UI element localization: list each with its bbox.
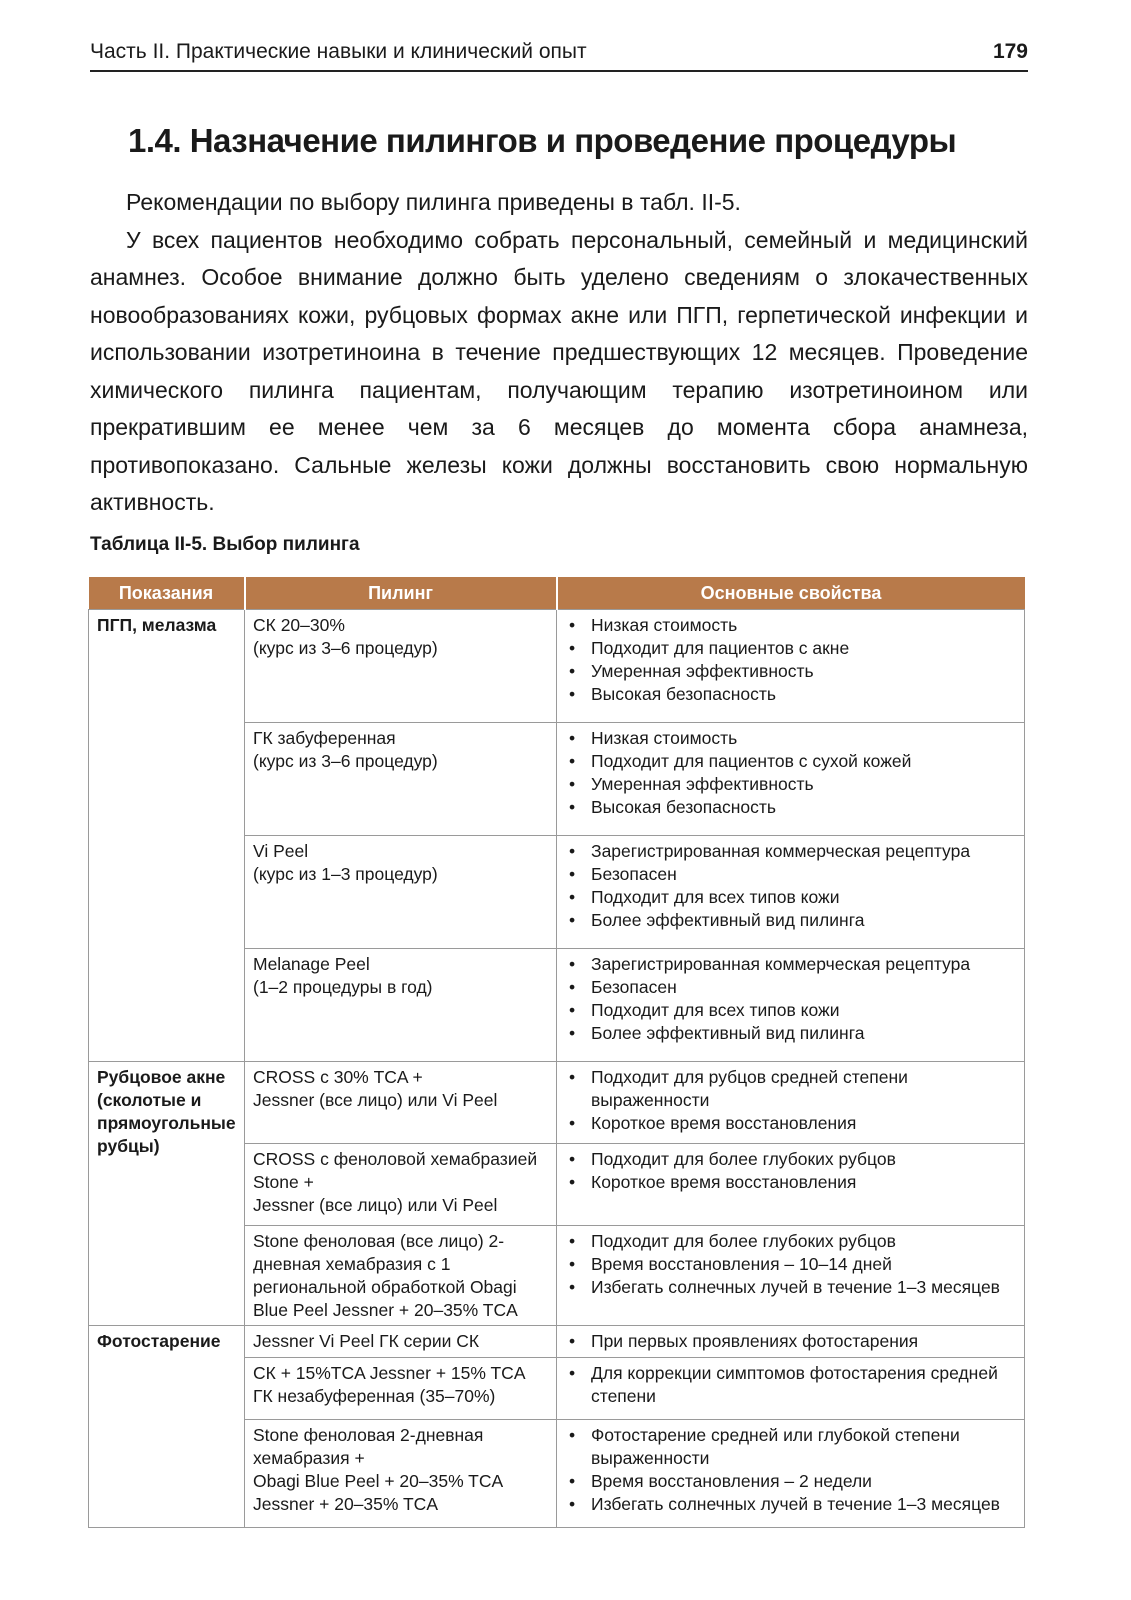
properties-cell: [557, 610, 1025, 723]
header-indications: Показания: [89, 577, 245, 610]
properties-list: [565, 1330, 1016, 1353]
property-item: • Фотостарение средней или глубокой степени выраженности: [591, 1424, 1016, 1470]
property-item: • Время восстановления – 10–14 дней: [591, 1253, 1016, 1276]
properties-list: [565, 1148, 1016, 1194]
peeling-cell: [245, 723, 557, 836]
section-title: 1.4. Назначение пилингов и проведение процедуры: [128, 122, 957, 159]
peeling-line: (курс из 3–6 процедур): [253, 638, 438, 658]
peeling-line: Jessner (все лицо) или Vi Peel: [253, 1195, 498, 1215]
property-item: • Подходит для всех типов кожи: [591, 886, 1016, 909]
properties-list: [565, 727, 1016, 819]
header-properties: Основные свойства: [557, 577, 1025, 610]
properties-cell: [557, 949, 1025, 1062]
property-item: • Подходит для всех типов кожи: [591, 999, 1016, 1022]
peeling-cell: [245, 610, 557, 723]
table-row: [89, 610, 1025, 723]
peeling-line: Obagi Blue Peel + 20–35% TCA: [253, 1471, 504, 1491]
table-row: [89, 1062, 1025, 1144]
peeling-cell: [245, 1420, 557, 1528]
peeling-line: Melanage Peel: [253, 954, 370, 974]
peeling-cell: [245, 1358, 557, 1420]
property-item: • Подходит для более глубоких рубцов: [591, 1148, 1016, 1171]
table-row: [89, 1326, 1025, 1358]
indication-cell: Рубцовое акне (сколотые и прямоугольные рубцы): [89, 1062, 245, 1326]
property-item: • Умеренная эффективность: [591, 773, 1016, 796]
running-title: Часть II. Практические навыки и клинический опыт: [90, 40, 587, 63]
peeling-line: Vi Peel: [253, 841, 309, 861]
peeling-line: СК 20–30%: [253, 615, 345, 635]
properties-cell: [557, 1358, 1025, 1420]
table-body: [89, 610, 1025, 1528]
properties-list: [565, 1230, 1016, 1299]
property-item: • Подходит для более глубоких рубцов: [591, 1230, 1016, 1253]
peeling-line: Stone феноловая 2-дневная хемабразия +: [253, 1425, 484, 1468]
property-item: • Подходит для пациентов с акне: [591, 637, 1016, 660]
property-item: • Для коррекции симптомов фотостарения средней степени: [591, 1362, 1016, 1408]
properties-list: [565, 1424, 1016, 1516]
peeling-cell: [245, 1144, 557, 1226]
peeling-cell: [245, 1062, 557, 1144]
table-caption-label: Таблица II-5.: [90, 534, 208, 555]
property-item: • Подходит для пациентов с сухой кожей: [591, 750, 1016, 773]
table-header-row: [89, 577, 1025, 610]
header-peeling: Пилинг: [245, 577, 557, 610]
peeling-cell: [245, 949, 557, 1062]
properties-cell: [557, 836, 1025, 949]
property-item: • Безопасен: [591, 976, 1016, 999]
peeling-line: (курс из 1–3 процедур): [253, 864, 438, 884]
indication-cell: ПГП, мелазма: [89, 610, 245, 1062]
properties-cell: [557, 1144, 1025, 1226]
properties-cell: [557, 723, 1025, 836]
properties-cell: [557, 1326, 1025, 1358]
properties-list: [565, 614, 1016, 706]
property-item: • Умеренная эффективность: [591, 660, 1016, 683]
property-item: • Избегать солнечных лучей в течение 1–3 месяцев: [591, 1493, 1016, 1516]
peeling-cell: [245, 1326, 557, 1358]
peeling-line: CROSS с 30% TCA +: [253, 1067, 423, 1087]
indication-cell: Фотостарение: [89, 1326, 245, 1528]
peeling-line: (курс из 3–6 процедур): [253, 751, 438, 771]
peeling-cell: [245, 1226, 557, 1326]
running-header: [90, 34, 1028, 72]
properties-cell: [557, 1226, 1025, 1326]
table-caption-title: Выбор пилинга: [212, 534, 360, 555]
table-caption: [90, 534, 360, 556]
paragraph: Рекомендации по выбору пилинга приведены в табл. II-5.: [126, 189, 741, 215]
property-item: • Подходит для рубцов средней степени выраженности: [591, 1066, 1016, 1112]
property-item: • При первых проявлениях фотостарения: [591, 1330, 1016, 1353]
peeling-line: (1–2 процедуры в год): [253, 977, 433, 997]
body-text: [90, 184, 1028, 522]
properties-list: [565, 1362, 1016, 1408]
page-number: 179: [992, 40, 1028, 63]
property-item: • Низкая стоимость: [591, 727, 1016, 750]
properties-list: [565, 1066, 1016, 1135]
properties-cell: [557, 1062, 1025, 1144]
property-item: • Время восстановления – 2 недели: [591, 1470, 1016, 1493]
properties-list: [565, 953, 1016, 1045]
peeling-table: [88, 577, 1025, 1528]
peeling-line: СК + 15%TCA Jessner + 15% TCA: [253, 1363, 526, 1383]
property-item: • Безопасен: [591, 863, 1016, 886]
property-item: • Высокая безопасность: [591, 796, 1016, 819]
properties-cell: [557, 1420, 1025, 1528]
peeling-line: Stone феноловая (все лицо) 2-дневная хемабразия с 1 региональной обработкой Obagi Blue Peel Jessner + 20–35% TCA: [253, 1231, 518, 1320]
peeling-cell: [245, 836, 557, 949]
property-item: • Избегать солнечных лучей в течение 1–3 месяцев: [591, 1276, 1016, 1299]
properties-list: [565, 840, 1016, 932]
peeling-line: ГК незабуференная (35–70%): [253, 1386, 496, 1406]
property-item: • Высокая безопасность: [591, 683, 1016, 706]
property-item: • Зарегистрированная коммерческая рецептура: [591, 840, 1016, 863]
property-item: • Более эффективный вид пилинга: [591, 1022, 1016, 1045]
property-item: • Короткое время восстановления: [591, 1171, 1016, 1194]
property-item: • Более эффективный вид пилинга: [591, 909, 1016, 932]
peeling-line: Jessner Vi Peel ГК серии СК: [253, 1331, 480, 1351]
peeling-line: Jessner + 20–35% TCA: [253, 1494, 438, 1514]
property-item: • Зарегистрированная коммерческая рецептура: [591, 953, 1016, 976]
property-item: • Короткое время восстановления: [591, 1112, 1016, 1135]
peeling-line: ГК забуференная: [253, 728, 396, 748]
paragraph: У всех пациентов необходимо собрать персональный, семейный и медицинский анамнез. Особое внимание должно быть уделено сведениям о злокачественных новообразованиях кожи, рубцовых формах акне или ПГП, герпетической инфекции и использовании изотретиноина в течение предшествующих 12 месяцев. Проведение химического пилинга пациентам, получающим терапию изотретиноином или прекратившим ее менее чем за 6 месяцев до момента сбора анамнеза, противопоказано. Сальные железы кожи должны восстановить свою нормальную активность.: [90, 226, 1028, 515]
peeling-line: CROSS с феноловой хемабразией Stone +: [253, 1149, 538, 1192]
peeling-line: Jessner (все лицо) или Vi Peel: [253, 1090, 498, 1110]
property-item: • Низкая стоимость: [591, 614, 1016, 637]
